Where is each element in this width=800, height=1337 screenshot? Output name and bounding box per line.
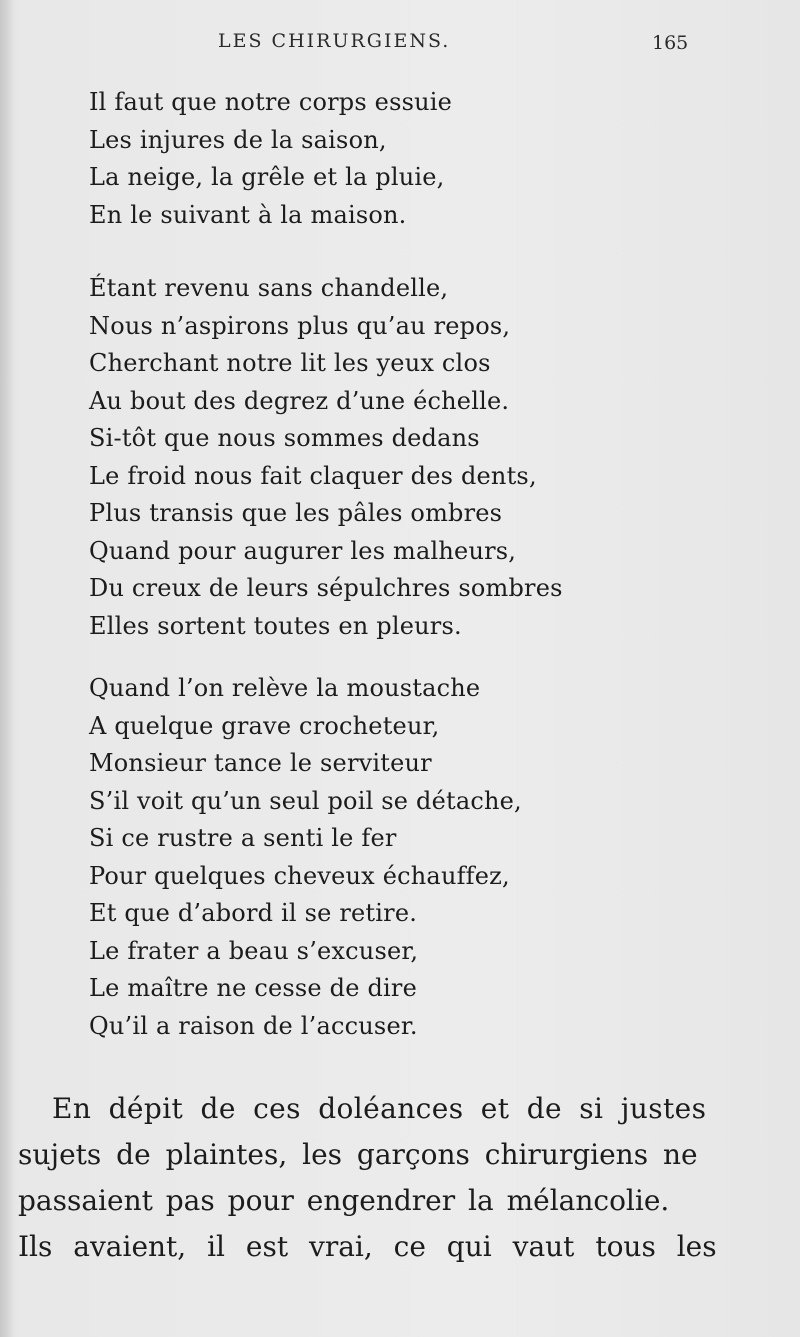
verse-line: Le froid nous fait claquer des dents, [89, 461, 537, 490]
prose-paragraph [18, 1086, 717, 1270]
verse-line: En le suivant à la maison. [89, 200, 407, 229]
verse-line: Quand pour augurer les malheurs, [89, 536, 517, 565]
poem-stanza-1 [89, 84, 452, 234]
verse-line: Le frater a beau s’excuser, [89, 936, 419, 965]
verse-line: Si ce rustre a senti le fer [89, 824, 397, 852]
verse-line: Étant revenu sans chandelle, [89, 274, 449, 302]
verse-line: Cherchant notre lit les yeux clos [89, 349, 491, 377]
prose-line: En dépit de ces doléances et de si justes [52, 1092, 707, 1125]
prose-line: Ils avaient, il est vrai, ce qui vaut tous les [18, 1230, 717, 1263]
verse-line: Et que d’abord il se retire. [89, 899, 418, 927]
verse-line: Si-tôt que nous sommes dedans [89, 424, 480, 452]
verse-line: Elles sortent toutes en pleurs. [89, 611, 462, 640]
verse-line: Qu’il a raison de l’accuser. [89, 1011, 418, 1040]
verse-line: Le maître ne cesse de dire [89, 974, 417, 1002]
page-gutter-shadow [0, 0, 14, 1337]
verse-line: Nous n’aspirons plus qu’au repos, [89, 311, 511, 340]
poem-stanza-2 [89, 270, 563, 645]
verse-line: Il faut que notre corps essuie [89, 88, 453, 116]
verse-line: Plus transis que les pâles ombres [89, 499, 503, 527]
prose-line: passaient pas pour engendrer la mélancolie. [18, 1184, 670, 1217]
running-title: LES CHIRURGIENS. [218, 30, 451, 52]
verse-line: Du creux de leurs sépulchres sombres [89, 574, 563, 602]
verse-line: La neige, la grêle et la pluie, [89, 163, 445, 191]
verse-line: S’il voit qu’un seul poil se détache, [89, 786, 522, 815]
verse-line: A quelque grave crocheteur, [89, 711, 440, 740]
verse-line: Monsieur tance le serviteur [89, 749, 432, 777]
prose-line: sujets de plaintes, les garçons chirurgiens ne [18, 1138, 698, 1171]
verse-line: Au bout des degrez d’une échelle. [89, 386, 510, 415]
verse-line: Les injures de la saison, [89, 125, 387, 154]
page-number: 165 [652, 32, 689, 54]
verse-line: Quand l’on relève la moustache [89, 674, 481, 702]
poem-stanza-3 [89, 670, 522, 1045]
verse-line: Pour quelques cheveux échauffez, [89, 861, 510, 890]
